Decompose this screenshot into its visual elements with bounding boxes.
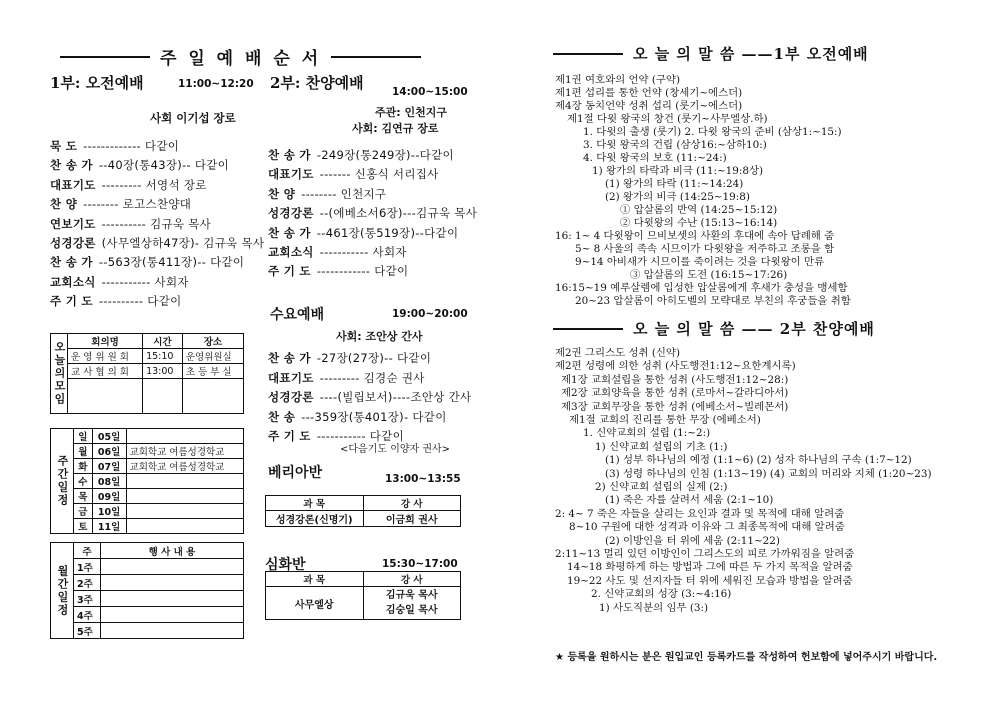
order-row-label: 주 기 도 <box>268 264 311 279</box>
order-row-label: 찬 송 가 <box>268 148 311 162</box>
order-row-value: --------- 김경순 권사 <box>319 370 425 385</box>
part2-host-org: 주관: 인천지구 <box>375 106 447 119</box>
order-row-label: 대표기도 <box>50 177 96 192</box>
deep-col-subject: 과 목 <box>266 572 364 587</box>
sermon-outline-line: 16:15~19 예루살렘에 입성한 압살롬에게 후새가 충성을 맹세함 <box>555 282 848 294</box>
order-row-value: -------- 인천지구 <box>301 186 387 201</box>
weekly-day: 화 <box>74 459 93 474</box>
monthly-row <box>51 575 244 591</box>
monthly-event <box>101 607 244 623</box>
order-row-label: 찬 양 <box>268 186 296 201</box>
order-row-value: --(에베소서6장)---김규욱 목사 <box>319 206 478 221</box>
order-row <box>50 235 264 251</box>
sermon-outline-line: (1) 왕가의 타락 (11:~14:24) <box>605 178 744 190</box>
weekly-day: 수 <box>74 474 93 489</box>
sermon-outline-line: (2) 이방인을 터 위에 세움 (2:11~22) <box>605 534 780 547</box>
sermon-outline-line: (3) 성령 하나님의 인침 (1:13~19) (4) 교회의 머리와 지체 (1:20~23) <box>605 467 932 480</box>
sermon-outline-line: ③ 압살롬의 도전 (16:15~17:26) <box>630 269 788 281</box>
deep-subject: 사무엘상 <box>266 587 364 620</box>
monthly-week: 5주 <box>74 623 101 639</box>
meeting-time-2: 13:00 <box>143 364 183 379</box>
weekly-event <box>126 429 243 444</box>
order-row <box>50 138 179 154</box>
order-row <box>268 244 407 260</box>
sermon-outline-line: 1) 왕가의 타락과 비극 (11:~19:8상) <box>592 165 764 177</box>
order-row <box>268 350 431 366</box>
weekly-date: 07일 <box>92 459 126 474</box>
sermon-outline-line: 2: 4~ 7 죽은 자들을 살리는 요인과 결과 및 목적에 대해 알려줌 <box>555 507 845 520</box>
order-row <box>268 263 408 279</box>
part2-time: 14:00~15:00 <box>392 86 468 98</box>
monthly-row <box>51 559 244 575</box>
monthly-event <box>101 591 244 607</box>
meeting-name-2: 교 사 협 의 회 <box>68 364 143 379</box>
monthly-event <box>101 575 244 591</box>
sermon-outline-line: 제1장 교회설립을 통한 성취 (사도행전1:12~28:) <box>561 373 789 386</box>
sermon-outline-line: (1) 성부 하나님의 예정 (1:1~6) (2) 성자 하나님의 구속 (1:7~12) <box>605 454 912 467</box>
order-row-label: 교회소식 <box>50 274 96 289</box>
order-row-value: ------------ 다같이 <box>316 264 409 279</box>
berea-col-subject: 과 목 <box>266 496 364 511</box>
weekly-day: 월 <box>74 444 93 459</box>
deep-class-time: 15:30~17:00 <box>382 558 458 570</box>
meeting-table <box>50 333 244 414</box>
monthly-side-label: 월간일정 <box>51 543 74 639</box>
sermon-outline-line: 4. 다윗 왕국의 보호 (11:~24:) <box>583 152 727 164</box>
sermon1-title <box>553 43 869 64</box>
order-row-value: (사무엘상하47장)- 김규욱 목사 <box>101 236 265 250</box>
part1-heading: 1부: 오전예배 <box>50 74 144 92</box>
order-row-label: 주 기 도 <box>50 294 93 309</box>
order-row-label: 대표기도 <box>268 167 314 182</box>
order-row-label: 성경강론 <box>50 236 96 250</box>
sermon-outline-line: 8~10 구원에 대한 성격과 이유와 그 최종목적에 대해 알려줌 <box>569 521 845 534</box>
order-row-value: ----------- 다같이 <box>316 429 404 443</box>
order-row <box>268 389 471 405</box>
sermon-outline-line: 제1편 섭리를 통한 언약 (창세기~에스더) <box>555 87 743 99</box>
sermon-outline-line: 2. 신약교회의 성장 (3:~4:16) <box>591 588 732 601</box>
monthly-header: 주 <box>74 543 101 559</box>
weekly-row <box>51 519 244 534</box>
weekly-event: 교회학교 여름성경학교 <box>126 459 243 474</box>
deep-class-table <box>265 571 461 620</box>
sermon-outline-line: 1) 사도직분의 임무 (3:) <box>599 601 709 614</box>
sermon-outline-line: 9~14 아비새가 시므이를 죽이려는 것을 다윗왕이 만류 <box>575 256 825 268</box>
sermon-outline-line: 1. 신약교회의 설립 (1:~2:) <box>583 427 711 440</box>
weekly-row <box>51 444 244 459</box>
sermon-outline-line: 제3장 교회무장을 통한 성취 (에베소서~빌레몬서) <box>561 400 789 413</box>
part2-host: 사회: 김연규 장로 <box>352 122 439 135</box>
sermon-outline-line: 3. 다윗 왕국의 건립 (삼상16:~삼하10:) <box>583 139 767 151</box>
sermon-outline-line: 제1절 다윗 왕국의 창건 (룻기~사무엘상.하) <box>567 113 768 125</box>
part2-heading: 2부: 찬양예배 <box>270 74 364 92</box>
order-row-label: 찬 송 가 <box>268 351 311 365</box>
order-row-label: 찬 송 가 <box>50 255 93 270</box>
next-prayer-note: <다음기도 이양자 권사> <box>340 444 451 455</box>
monthly-week: 3주 <box>74 591 101 607</box>
title-rule-left <box>60 56 150 58</box>
meeting-col-place: 장소 <box>182 334 243 349</box>
wednesday-heading: 수요예배 <box>270 307 325 323</box>
weekly-row <box>51 489 244 504</box>
sermon-outline-line: ① 압살롬의 반역 (14:25~15:12) <box>620 204 778 216</box>
sermon2-title <box>553 318 875 339</box>
order-row <box>268 147 454 163</box>
order-row-value: --563장(통411장)-- 다같이 <box>98 255 245 270</box>
monthly-header: 행 사 내 용 <box>101 543 244 559</box>
monthly-row <box>51 607 244 623</box>
deep-teacher-1: 김규욱 목사 <box>385 590 438 601</box>
weekly-event <box>126 519 243 534</box>
order-row-label: 연보기도 <box>50 216 96 231</box>
order-row-value: ---------- 김규욱 목사 <box>101 216 212 231</box>
weekly-day: 금 <box>74 504 93 519</box>
weekly-date: 06일 <box>92 444 126 459</box>
meeting-name-1: 운 영 위 원 회 <box>68 349 143 364</box>
order-row-value: -27장(27장)-- 다같이 <box>316 351 432 365</box>
order-row-value: ----(빌립보서)----조안상 간사 <box>319 390 472 404</box>
sermon-outline-line: 1) 신약교회 설립의 기초 (1:) <box>595 440 728 453</box>
order-row-label: 찬 양 <box>50 197 78 212</box>
order-row <box>268 370 425 386</box>
sermon-outline-line: 제2장 교회양육을 통한 성취 (로마서~갈라디아서) <box>561 387 789 400</box>
monthly-event <box>101 623 244 639</box>
meeting-side-label: 오늘의모임 <box>51 334 68 414</box>
sermon-outline-line: 제2권 그리스도 성취 (신약) <box>555 347 680 359</box>
weekly-event <box>126 504 243 519</box>
weekly-row <box>51 474 244 489</box>
weekly-day: 일 <box>74 429 93 444</box>
weekly-date: 09일 <box>92 489 126 504</box>
berea-time: 13:00~13:55 <box>385 473 461 485</box>
order-row-label: 찬 송 가 <box>268 225 311 240</box>
order-row <box>50 216 211 232</box>
berea-table <box>265 495 461 527</box>
order-row <box>50 254 244 270</box>
order-row-label: 묵 도 <box>50 139 78 153</box>
sermon-outline-line: ② 다윗왕의 수난 (15:13~16:14) <box>620 217 778 229</box>
weekly-date: 10일 <box>92 504 126 519</box>
weekly-date: 08일 <box>92 474 126 489</box>
sermon-outline-line: 제1절 교회의 진리를 통한 무장 (에베소서) <box>569 414 761 426</box>
sermon-outline-line: 제1권 여호와의 언약 (구약) <box>555 74 680 86</box>
part1-host: 사회 이기섭 장로 <box>150 111 236 125</box>
order-row-value: ----------- 사회자 <box>101 274 189 289</box>
sermon-outline-line: (1) 죽은 자를 살려서 세움 (2:1~10) <box>605 494 774 507</box>
sermon-outline-line: (2) 왕가의 비극 (14:25~19:8) <box>605 191 750 203</box>
order-of-worship-heading: 주 일 예 배 순 서 <box>160 49 322 69</box>
meeting-col-name: 회의명 <box>68 334 143 349</box>
order-row <box>50 274 189 290</box>
order-of-worship-title <box>60 44 421 69</box>
wednesday-time: 19:00~20:00 <box>392 308 468 320</box>
sermon-outline-line: 19~22 사도 및 선지자들 터 위에 세워진 모습과 방법을 알려줌 <box>567 574 853 587</box>
sermon-outline-line: 5~ 8 사울의 족속 시므이가 다윗왕을 저주하고 조롱을 함 <box>575 243 835 255</box>
meeting-place-2: 초 등 부 실 <box>182 364 243 379</box>
monthly-week: 1주 <box>74 559 101 575</box>
weekly-side-label: 주간일정 <box>51 429 74 534</box>
weekly-schedule-table <box>50 428 244 534</box>
monthly-row <box>51 623 244 639</box>
order-row-value: --------- 서영석 장로 <box>101 177 207 192</box>
weekly-event <box>126 489 243 504</box>
weekly-day: 목 <box>74 489 93 504</box>
order-row-label: 찬 송 <box>268 409 296 424</box>
monthly-week: 4주 <box>74 607 101 623</box>
order-row-value: -------- 로고스찬양대 <box>83 197 192 212</box>
title-rule-right <box>331 56 421 58</box>
order-row-label: 성경강론 <box>268 390 314 404</box>
order-row <box>50 157 229 173</box>
part1-time: 11:00~12:20 <box>178 78 254 90</box>
registration-notice: ★ 등록을 원하시는 분은 원입교인 등록카드를 작성하여 헌보함에 넣어주시기 바랍니다. <box>555 652 938 663</box>
order-row-value: --461장(통519장)--다같이 <box>316 225 459 240</box>
order-row-value: ---359장(통401장)- 다같이 <box>301 409 447 424</box>
order-row-value: ---------- 다같이 <box>98 294 182 309</box>
sermon-outline-line: 1. 다윗의 출생 (룻기) 2. 다윗 왕국의 준비 (삼상1:~15:) <box>583 126 842 138</box>
sermon1-rule <box>553 53 623 55</box>
monthly-week: 2주 <box>74 575 101 591</box>
monthly-event <box>101 559 244 575</box>
order-row <box>50 177 207 193</box>
sermon1-heading: 오 늘 의 말 씀 ——1부 오전예배 <box>633 45 869 63</box>
order-row <box>50 196 191 212</box>
sermon-outline-line: 제2편 성령에 의한 성취 (사도행전1:12~요한계시록) <box>555 360 796 373</box>
order-row-value: ------------- 다같이 <box>83 139 180 153</box>
order-row <box>50 293 182 309</box>
order-row <box>268 225 458 241</box>
weekly-event: 교회학교 여름성경학교 <box>126 444 243 459</box>
order-row <box>268 409 447 425</box>
sermon-outline-line: 2) 신약교회 설립의 실제 (2:) <box>595 481 728 493</box>
deep-teacher-2: 김숭일 목사 <box>385 605 438 616</box>
weekly-row <box>51 429 244 444</box>
weekly-date: 11일 <box>92 519 126 534</box>
weekly-event <box>126 474 243 489</box>
weekly-row <box>51 504 244 519</box>
order-row <box>268 205 477 221</box>
weekly-date: 05일 <box>92 429 126 444</box>
order-row-label: 대표기도 <box>268 370 314 385</box>
sermon2-heading: 오 늘 의 말 씀 —— 2부 찬양예배 <box>633 320 875 338</box>
monthly-row <box>51 591 244 607</box>
order-row <box>268 166 439 182</box>
order-row <box>268 186 386 202</box>
order-row-label: 성경강론 <box>268 206 314 221</box>
wednesday-host: 사회: 조안상 간사 <box>336 330 423 343</box>
berea-heading: 베리아반 <box>268 465 323 481</box>
order-row-label: 찬 송 가 <box>50 158 93 173</box>
monthly-schedule-table <box>50 542 244 639</box>
order-row-value: --40장(통43장)-- 다같이 <box>98 158 230 173</box>
sermon-outline-line: 20~23 압살롬이 아히도벨의 모략대로 부친의 후궁들을 취함 <box>575 295 851 307</box>
weekly-day: 토 <box>74 519 93 534</box>
order-row-label: 주 기 도 <box>268 429 311 443</box>
sermon-outline-line: 16: 1~ 4 다윗왕이 므비보셋의 사환의 후대에 속아 답례해 줌 <box>555 230 835 242</box>
sermon-outline-line: 14~18 화평하게 하는 방법과 그에 따른 두 가지 목적을 알려줌 <box>567 561 853 574</box>
sermon2-rule <box>553 328 623 330</box>
sermon-outline-line: 2:11~13 멀리 있던 이방인이 그리스도의 피로 가까워짐을 알려줌 <box>555 548 855 560</box>
order-row-label: 교회소식 <box>268 245 314 259</box>
berea-subject: 성경강론(신명기) <box>266 511 364 527</box>
deep-class-heading: 심화반 <box>265 557 306 573</box>
meeting-col-time: 시간 <box>143 334 183 349</box>
deep-col-teacher: 강 사 <box>363 572 461 587</box>
berea-col-teacher: 강 사 <box>363 496 461 511</box>
order-row-value: -249장(통249장)--다같이 <box>316 148 454 162</box>
order-row-value: ----------- 사회자 <box>319 245 407 259</box>
order-row-value: ------- 신홍식 서리집사 <box>319 167 439 182</box>
meeting-time-1: 15:10 <box>143 349 183 364</box>
sermon-outline-line: 제4장 동치언약 성취 섭리 (룻기~에스더) <box>555 100 743 112</box>
meeting-place-1: 운영위원실 <box>182 349 243 364</box>
berea-teacher: 이금희 권사 <box>363 511 461 527</box>
weekly-row <box>51 459 244 474</box>
